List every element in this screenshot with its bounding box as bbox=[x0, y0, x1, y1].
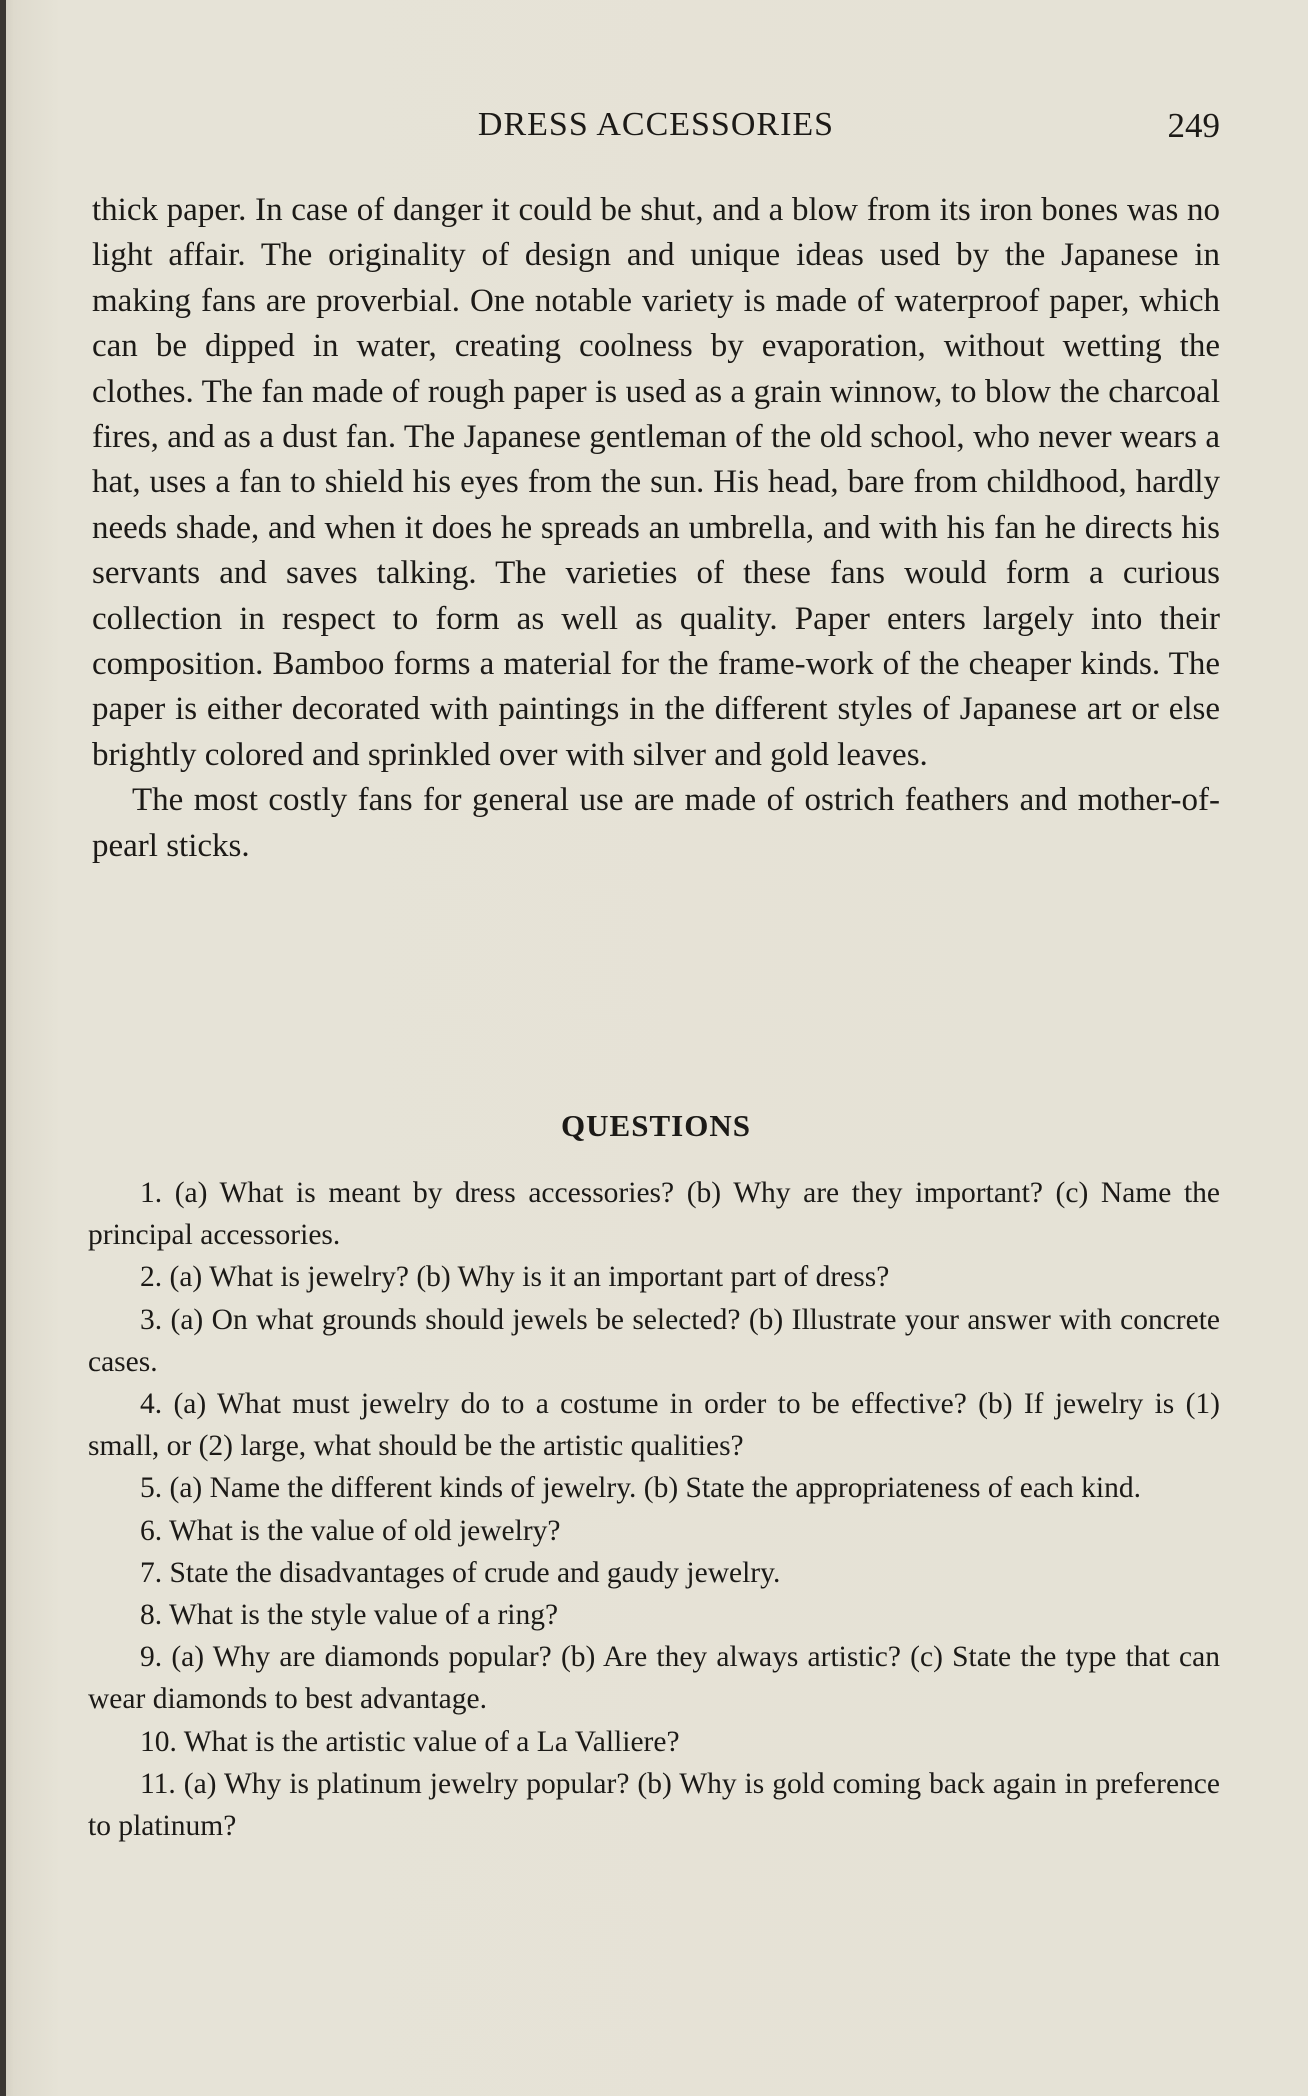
page-edge bbox=[0, 0, 6, 2096]
questions-list bbox=[88, 1172, 1220, 1847]
question-item: 10. What is the artistic value of a La Valliere? bbox=[140, 1725, 680, 1758]
question-item: 8. What is the style value of a ring? bbox=[140, 1599, 559, 1632]
question-item: 11. (a) Why is platinum jewelry popular? (b) Why is gold coming back again in preference to platinum? bbox=[88, 1767, 1220, 1843]
section-title: QUESTIONS bbox=[561, 1108, 751, 1143]
question-item: 6. What is the value of old jewelry? bbox=[140, 1514, 561, 1547]
question-item: 9. (a) Why are diamonds popular? (b) Are they always artistic? (c) State the type that can wear diamonds to best advantage. bbox=[88, 1641, 1220, 1716]
body-text bbox=[92, 188, 1220, 869]
question-item: 3. (a) On what grounds should jewels be selected? (b) Illustrate your answer with concrete cases. bbox=[88, 1303, 1220, 1378]
question-item: 2. (a) What is jewelry? (b) Why is it an important part of dress? bbox=[140, 1261, 890, 1294]
paragraph: The most costly fans for general use are made of ostrich feathers and mother-of-pearl sticks. bbox=[92, 782, 1220, 864]
question-item: 7. State the disadvantages of crude and gaudy jewelry. bbox=[140, 1556, 781, 1589]
running-head: DRESS ACCESSORIES bbox=[477, 106, 835, 143]
question-item: 4. (a) What must jewelry do to a costume in order to be effective? (b) If jewelry is (1) small, or (2) large, what should be the artistic qualities? bbox=[88, 1388, 1220, 1463]
question-item: 5. (a) Name the different kinds of jewelry. (b) State the appropriateness of each kind. bbox=[140, 1472, 1141, 1505]
question-item: 1. (a) What is meant by dress accessories? (b) Why are they important? (c) Name the principal accessories. bbox=[88, 1177, 1220, 1252]
page-header bbox=[92, 106, 1220, 156]
page-number: 249 bbox=[1167, 106, 1220, 145]
paragraph: thick paper. In case of danger it could be shut, and a blow from its iron bones was no light affair. The originality of design and unique ideas used by the Japanese in making fans are proverbial. One notable variety is made of waterproof paper, which can be dipped in water, creating coolness by evaporation, without wetting the clothes. The fan made of rough paper is used as a grain winnow, to blow the charcoal fires, and as a dust fan. The Japanese gentleman of the old school, who never wears a hat, uses a fan to shield his eyes from the sun. His head, bare from childhood, hardly needs shade, and when it does he spreads an umbrella, and with his fan he directs his servants and saves talking. The varieties of these fans would form a curious collection in respect to form as well as quality. Paper enters largely into their composition. Bamboo forms a material for the frame-work of the cheaper kinds. The paper is either decorated with paintings in the different styles of Japanese art or else brightly colored and sprinkled over with silver and gold leaves. bbox=[92, 192, 1220, 773]
